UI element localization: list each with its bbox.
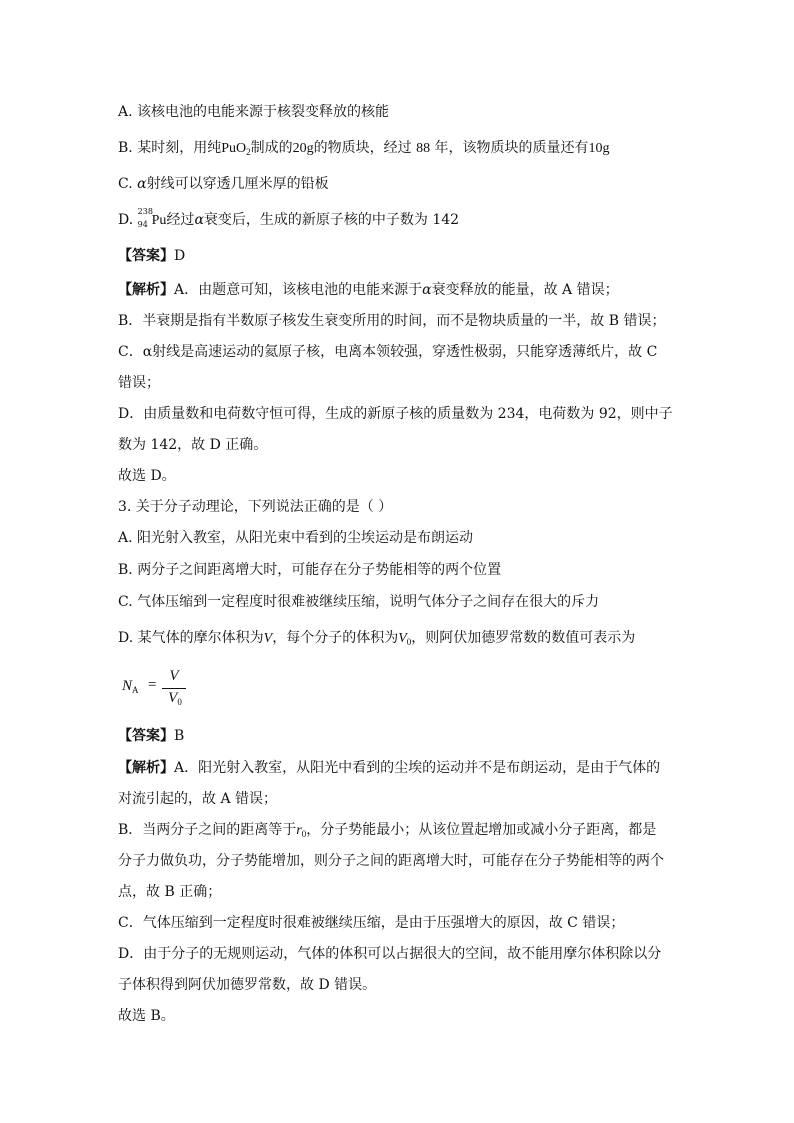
- q2-analysis-d2: 数为 142，故 D 正确。: [118, 437, 268, 453]
- q2-option-b-formula: [221, 141, 250, 156]
- formula-lhs: [122, 678, 139, 695]
- r0-main: r: [296, 823, 302, 838]
- formula-denominator: [164, 690, 186, 707]
- q3-option-b: B. 两分子之间距离增大时，可能存在分子势能相等的两个位置: [118, 562, 502, 578]
- alpha-symbol: α: [422, 282, 432, 298]
- q2-analysis-c1: C．α射线是高速运动的氦原子核，电离本领较强，穿透性极弱，只能穿透薄纸片，故 C: [118, 344, 658, 360]
- q3-conclusion: 故选 B。: [118, 1008, 175, 1024]
- alpha-symbol: α: [137, 176, 147, 192]
- answer-tag: 【答案】: [118, 728, 174, 744]
- answer-value: B: [174, 728, 185, 744]
- q3-option-d-rest: ，则阿伏加德罗常数的数值可表示为: [411, 630, 636, 646]
- q3-analysis-b3: 点，故 B 正确；: [118, 884, 222, 900]
- analysis-b1-rest: ，分子势能最小；从该位置起增加或减小分子距离，都是: [306, 822, 657, 838]
- q2-option-b-pre: B. 某时刻，用纯: [118, 140, 222, 156]
- q3-stem: 3. 关于分子动理论，下列说法正确的是（ ）: [118, 499, 393, 515]
- element-symbol: Pu: [151, 213, 167, 228]
- puo-formula-sub: 2: [246, 147, 251, 157]
- formula-den-sub: 0: [177, 697, 182, 707]
- q2-analysis-a: [118, 280, 688, 300]
- atomic-number: 94: [137, 220, 148, 229]
- formula-n-sub: A: [132, 685, 139, 695]
- q3-option-a: A. 阳光射入教室，从阳光束中看到的尘埃运动是布朗运动: [118, 530, 474, 546]
- q2-option-b: [118, 138, 688, 162]
- q2-option-d-pre: D.: [118, 212, 138, 228]
- q3-analysis-a1: [118, 758, 688, 778]
- nuclide-notation: [137, 207, 153, 229]
- q3-analysis-d2: 子体积得到阿伏加德罗常数，故 D 错误。: [118, 977, 377, 993]
- puo-formula-main: PuO: [221, 141, 247, 156]
- q3-analysis-c: C．气体压缩到一定程度时很难被继续压缩，是由于压强增大的原因，故 C 错误；: [118, 915, 625, 931]
- formula-numerator: V: [169, 668, 179, 684]
- q3-analysis-b1: [118, 820, 688, 844]
- v0-main: V: [398, 631, 407, 646]
- q3-answer: [118, 726, 688, 746]
- analysis-tag: 【解析】: [118, 282, 174, 298]
- r0-symbol: [296, 823, 306, 838]
- analysis-a-rest: 衰变释放的能量，故 A 错误；: [431, 282, 619, 298]
- analysis-b1-pre: B．当两分子之间的距离等于: [118, 822, 297, 838]
- q3-analysis-d1: D．由于分子的无规则运动，气体的体积可以占据很大的空间，故不能用摩尔体积除以分: [118, 946, 662, 962]
- q2-option-d-rest: 衰变后，生成的新原子核的中子数为 142: [203, 212, 460, 228]
- formula-den-main: V: [168, 690, 178, 706]
- q2-option-b-mass2: 10g: [588, 141, 610, 156]
- q3-option-d-mid: ，每个分子的体积为: [272, 630, 399, 646]
- answer-tag: 【答案】: [118, 248, 174, 264]
- alpha-symbol: α: [194, 212, 204, 228]
- q2-option-d: [118, 207, 688, 231]
- formula-n: N: [122, 678, 133, 694]
- q3-analysis-a2: 对流引起的，故 A 错误；: [118, 791, 278, 807]
- q2-option-c-pre: C.: [118, 176, 138, 192]
- q2-analysis-b: B．半衰期是指有半数原子核发生衰变所用的时间，而不是物块质量的一半，故 B 错误；: [118, 313, 666, 329]
- avogadro-formula: [122, 668, 212, 712]
- q2-option-b-mid2: 的物质块，经过: [313, 140, 412, 156]
- q2-option-c: [118, 174, 688, 194]
- answer-value: D: [174, 248, 186, 264]
- q2-option-d-mid: 经过: [166, 212, 195, 228]
- molar-volume-symbol: V: [263, 631, 273, 646]
- q2-answer: [118, 246, 688, 266]
- analysis-tag: 【解析】: [118, 760, 174, 776]
- q2-option-b-years: 88: [416, 141, 431, 156]
- molecule-volume-symbol: [398, 631, 411, 646]
- q2-analysis-c2: 错误；: [118, 375, 160, 391]
- analysis-a1-text: A．阳光射入教室，从阳光中看到的尘埃的运动并不是布朗运动，是由于气体的: [174, 760, 661, 776]
- q2-option-b-mid1: 制成的: [250, 140, 293, 156]
- r0-sub: 0: [301, 829, 307, 839]
- q3-option-d: [118, 628, 688, 652]
- q3-option-c: C. 气体压缩到一定程度时很难被继续压缩，说明气体分子之间存在很大的斥力: [118, 594, 600, 610]
- v0-sub: 0: [406, 637, 412, 647]
- q2-option-b-mid3: 年，该物质块的质量还有: [434, 140, 589, 156]
- q3-option-d-pre: D. 某气体的摩尔体积为: [118, 630, 264, 646]
- q3-analysis-b2: 分子力做负功，分子势能增加，则分子之间的距离增大时，可能存在分子势能相等的两个: [118, 853, 664, 869]
- q2-conclusion: 故选 D。: [118, 468, 176, 484]
- formula-equals: =: [148, 677, 157, 693]
- analysis-a-pre: A．由题意可知，该核电池的电能来源于: [174, 282, 423, 298]
- q2-option-c-rest: 射线可以穿透几厘米厚的铅板: [146, 176, 329, 192]
- mass-number: 238: [137, 207, 153, 216]
- q2-analysis-d1: D．由质量数和电荷数守恒可得，生成的新原子核的质量数为 234，电荷数为 92，则中子: [118, 406, 673, 422]
- q2-option-b-mass1: 20g: [292, 141, 314, 156]
- fraction-bar: [162, 688, 186, 689]
- q2-option-a: A. 该核电池的电能来源于核裂变释放的核能: [118, 104, 390, 120]
